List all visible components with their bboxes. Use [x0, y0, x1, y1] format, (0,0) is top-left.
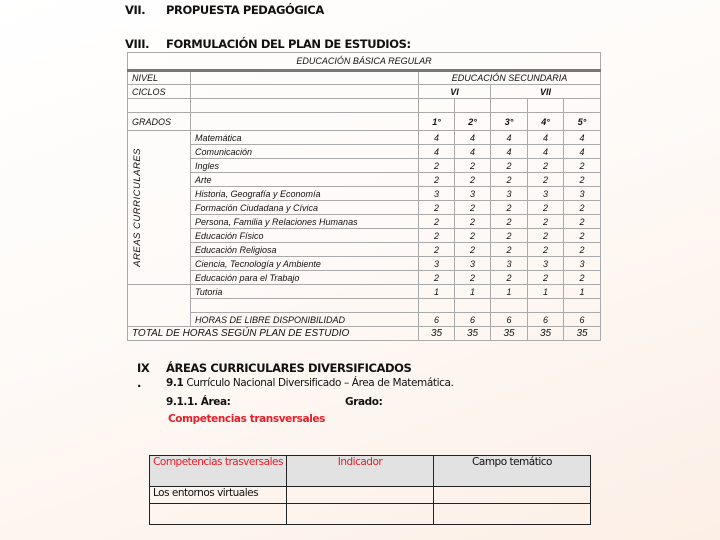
hours-cell: 2 — [419, 201, 455, 215]
hours-cell: 3 — [528, 187, 564, 201]
hours-cell: 2 — [564, 243, 601, 257]
hours-cell: 1 — [419, 285, 455, 299]
area-row — [128, 159, 601, 173]
total-cell: 35 — [528, 327, 564, 341]
section-viii-number: VIII. — [125, 37, 150, 51]
ciclos-label: CICLOS — [128, 85, 191, 99]
hours-cell: 2 — [564, 173, 601, 187]
tutoria-label: Tutoria — [191, 285, 419, 299]
hours-cell: 2 — [419, 159, 455, 173]
total-cell: 35 — [564, 327, 601, 341]
area-row — [128, 145, 601, 159]
hours-cell: 3 — [455, 257, 491, 271]
area-row — [128, 257, 601, 271]
grado: 4° — [528, 113, 564, 131]
section-vii-title: PROPUESTA PEDAGÓGICA — [166, 3, 324, 17]
area-name: Arte — [191, 173, 419, 187]
hours-cell: 2 — [528, 173, 564, 187]
area-row — [128, 229, 601, 243]
grado: 1° — [419, 113, 455, 131]
area-name: Comunicación — [191, 145, 419, 159]
hours-cell: 4 — [528, 145, 564, 159]
hours-cell: 2 — [528, 243, 564, 257]
area-row — [128, 201, 601, 215]
grado: 3° — [491, 113, 528, 131]
hours-cell: 2 — [528, 215, 564, 229]
cell — [287, 487, 434, 504]
area-row — [128, 215, 601, 229]
nivel-label: NIVEL — [128, 71, 191, 85]
area-row — [128, 173, 601, 187]
area-row — [128, 271, 601, 285]
cell — [434, 504, 591, 525]
hours-cell: 2 — [491, 243, 528, 257]
area-name: Matemática — [191, 131, 419, 145]
competencias-table — [149, 455, 591, 525]
total-cell: 35 — [455, 327, 491, 341]
grado-label: Grado: — [345, 396, 383, 408]
header-indicador: Indicador — [287, 456, 434, 487]
cell: Los entornos virtuales — [150, 487, 287, 504]
hours-cell: 4 — [564, 145, 601, 159]
grado: 5° — [564, 113, 601, 131]
hours-cell: 4 — [564, 131, 601, 145]
hours-cell: 6 — [419, 313, 455, 327]
hours-cell: 1 — [455, 285, 491, 299]
hours-cell: 4 — [491, 145, 528, 159]
hours-cell: 2 — [455, 159, 491, 173]
total-label: TOTAL DE HORAS SEGÚN PLAN DE ESTUDIO — [128, 327, 419, 341]
area-name: Formación Ciudadana y Cívica — [191, 201, 419, 215]
subsection-title: Currículo Nacional Diversificado – Área de Matemática. — [186, 377, 454, 389]
hours-cell: 2 — [564, 159, 601, 173]
hours-cell: 2 — [419, 215, 455, 229]
hours-cell: 4 — [455, 131, 491, 145]
hours-cell: 2 — [455, 201, 491, 215]
hours-cell: 2 — [564, 201, 601, 215]
hours-cell: 6 — [564, 313, 601, 327]
total-cell: 35 — [491, 327, 528, 341]
area-name: Educación Religiosa — [191, 243, 419, 257]
section-vii-number: VII. — [125, 3, 146, 17]
section-ix-dot: . — [137, 376, 141, 390]
hours-cell: 6 — [491, 313, 528, 327]
hours-cell: 6 — [528, 313, 564, 327]
hours-cell: 4 — [419, 145, 455, 159]
cell — [287, 504, 434, 525]
area-row — [128, 187, 601, 201]
hours-cell: 3 — [564, 257, 601, 271]
hours-cell: 1 — [528, 285, 564, 299]
total-cell: 35 — [419, 327, 455, 341]
hours-cell: 3 — [528, 257, 564, 271]
grados-label: GRADOS — [128, 113, 191, 131]
libre-label: HORAS DE LIBRE DISPONIBILIDAD — [191, 313, 419, 327]
area-label: 9.1.1. Área: — [166, 396, 231, 408]
hours-cell: 2 — [455, 173, 491, 187]
cell — [434, 487, 591, 504]
cell — [150, 504, 287, 525]
hours-cell: 4 — [419, 131, 455, 145]
hours-cell: 3 — [491, 187, 528, 201]
header-competencias: Competencias trasversales — [150, 456, 287, 487]
subsection-number: 9.1 — [166, 377, 184, 389]
hours-cell: 2 — [491, 271, 528, 285]
area-name: Persona, Familia y Relaciones Humanas — [191, 215, 419, 229]
hours-cell: 2 — [419, 229, 455, 243]
ciclo-vi: VI — [419, 85, 491, 99]
hours-cell: 3 — [419, 187, 455, 201]
hours-cell: 2 — [455, 243, 491, 257]
hours-cell: 4 — [455, 145, 491, 159]
hours-cell: 3 — [455, 187, 491, 201]
hours-cell: 1 — [491, 285, 528, 299]
ciclo-vii: VII — [491, 85, 601, 99]
hours-cell: 2 — [455, 215, 491, 229]
hours-cell: 2 — [528, 271, 564, 285]
hours-cell: 2 — [564, 215, 601, 229]
hours-cell: 6 — [455, 313, 491, 327]
area-row — [128, 243, 601, 257]
hours-cell: 3 — [419, 257, 455, 271]
hours-cell: 2 — [491, 215, 528, 229]
hours-cell: 2 — [419, 271, 455, 285]
area-name: Ingles — [191, 159, 419, 173]
study-plan-table — [127, 52, 601, 341]
hours-cell: 2 — [528, 159, 564, 173]
hours-cell: 3 — [491, 257, 528, 271]
competencias-title: Competencias transversales — [168, 413, 325, 425]
hours-cell: 2 — [455, 271, 491, 285]
section-ix-number: IX — [137, 361, 150, 375]
area-name: Historia, Geografía y Economía — [191, 187, 419, 201]
hours-cell: 2 — [419, 243, 455, 257]
nivel-value: EDUCACIÓN SECUNDARIA — [419, 71, 601, 85]
grado: 2° — [455, 113, 491, 131]
hours-cell: 4 — [528, 131, 564, 145]
area-name: Educación Físico — [191, 229, 419, 243]
areas-curriculares-label: AREAS CURRICULARES — [132, 148, 143, 267]
area-name: Ciencia, Tecnología y Ambiente — [191, 257, 419, 271]
hours-cell: 2 — [491, 229, 528, 243]
header-campo-tematico: Campo temático — [434, 456, 591, 487]
hours-cell: 2 — [491, 173, 528, 187]
hours-cell: 2 — [491, 201, 528, 215]
hours-cell: 2 — [528, 201, 564, 215]
hours-cell: 2 — [419, 173, 455, 187]
hours-cell: 2 — [564, 229, 601, 243]
area-row — [128, 131, 601, 145]
hours-cell: 4 — [491, 131, 528, 145]
hours-cell: 2 — [564, 271, 601, 285]
section-ix-title: ÁREAS CURRICULARES DIVERSIFICADOS — [166, 361, 412, 375]
plan-title: EDUCACIÓN BÁSICA REGULAR — [128, 53, 601, 71]
section-viii-title: FORMULACIÓN DEL PLAN DE ESTUDIOS: — [166, 37, 411, 51]
hours-cell: 2 — [528, 229, 564, 243]
hours-cell: 3 — [564, 187, 601, 201]
hours-cell: 2 — [455, 229, 491, 243]
hours-cell: 2 — [491, 159, 528, 173]
hours-cell: 1 — [564, 285, 601, 299]
area-name: Educación para el Trabajo — [191, 271, 419, 285]
